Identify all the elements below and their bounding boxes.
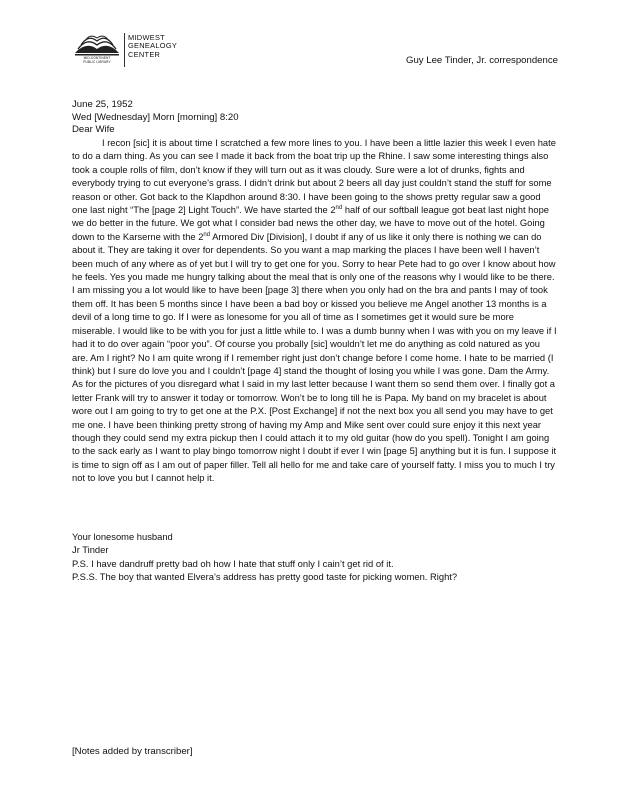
logo-subtext	[72, 57, 122, 64]
letter-body	[72, 137, 558, 486]
postscript: P.S. I have dandruff pretty bad oh how I hate that stuff only I cain’t get rid of it.	[72, 557, 394, 569]
logo-sub-line1: MID-CONTINENT	[83, 56, 111, 60]
logo-sub-line2: PUBLIC LIBRARY	[83, 59, 111, 64]
letter-day-time: Wed [Wednesday] Morn [morning] 8:20	[72, 112, 239, 123]
superscript-1: nd	[335, 204, 343, 211]
body-part-2: half of our softball league got beat last night hope we do better in the future. We got what I consider bad news the other day, we have to move out of the hotel. Going down to the Karserne with the 2	[72, 205, 549, 242]
logo-line2: GENEALOGY	[128, 41, 178, 51]
logo-line1: MIDWEST	[128, 33, 165, 42]
body-paragraph	[72, 137, 558, 486]
body-part-3: Armored Div [Division], I doubt if any of us like it only there is nothing we can do about it. They are taking it over for dependents. So you want a map marking the places I have been well I haven’t been much of any where as of yet but I will try to get one for you. Sorry to hear Pete had to go over I know about how he feels. Yes you made me hungry talking about the meal that is only one of the reasons why I would like to be there. I am missing you a lot would like to have been [page 3] there when you only had on the bra and pants I may of took them off. It has been 5 months since I have been a bad boy or kissed you believe me Angel another 13 months is a devil of a long time to go. If I were as lonesome for you all of time as I sometimes get it would sure be more miserable. I would like to be with you for just a little while to. I was a dumb bunny when I was with you on my leave if I had it to do over again “poor you”. Of course you probally [sic] wouldn’t let me do anything as cold natured as you are. Am I right? No I am quite wrong if I remember right just don’t change before I come home. I hate to be married (I think) but I sure do love you and I couldn’t [page 4] stand the thought of losing you while I was gone. Dam the Army. As for the pictures of you disregard what I said in my last letter because I want them so send them over. I finally got a letter Frank will try to answer it today or tomorrow. Won’t be to long till he is Papa. My band on my bracelet is about wore out I am going to try to get one at the P.X. [Post Exchange] if not the next box you all send you may have to get me one. I have been thinking pretty strong of having my Amp and Mike sent over could sure enjoy it this next year though they could send my extra pickup then I could attach it to my old guitar (how do you spell). Tonight I am going to the sack early as I want to play bingo tomorrow night I doubt if ever I win [page 5] anything but it is fun. I suppose it is time to sign off as I am out of paper filler. Tell all hello for me and take care of yourself fatty. I miss you to much I try not to love you but I cannot help it.	[72, 231, 557, 484]
closing-block	[72, 530, 457, 584]
library-logo	[72, 31, 212, 71]
superscript-2: nd	[203, 231, 211, 238]
collection-title: Guy Lee Tinder, Jr. correspondence	[406, 55, 558, 66]
logo-line3: CENTER	[128, 49, 161, 59]
logo-name	[128, 34, 177, 59]
closing-line: Your lonesome husband	[72, 531, 173, 542]
transcriber-note: [Notes added by transcriber]	[72, 746, 193, 757]
book-logo-icon	[72, 31, 122, 57]
date-block	[72, 98, 239, 124]
body-part-1: I recon [sic] it is about time I scratched a few more lines to you. I have been a little lazier this week I even hate to do a darn thing. As you can see I made it back from the boat trip up the Rhine. I saw some interesting things also took a couple rolls of film, don’t know if they will turn out as it was cloudy. Sure were a lot of drunks, fights and everybody trying to cut everyone’s grass. I didn’t drink but about 2 beers all day just couldn’t stand the stuff for some reason or other. Got back to the Klapdhon around 8:30. I have been going to the shows pretty regular saw a good one last night “The [page 2] Light Touch”. We have started the 2	[72, 138, 556, 216]
salutation: Dear Wife	[72, 124, 115, 135]
post-postscript: P.S.S. The boy that wanted Elvera’s address has pretty good taste for picking women. Right?	[72, 571, 458, 583]
logo-divider	[124, 33, 125, 67]
signature: Jr Tinder	[72, 544, 109, 556]
letter-date: June 25, 1952	[72, 99, 133, 110]
